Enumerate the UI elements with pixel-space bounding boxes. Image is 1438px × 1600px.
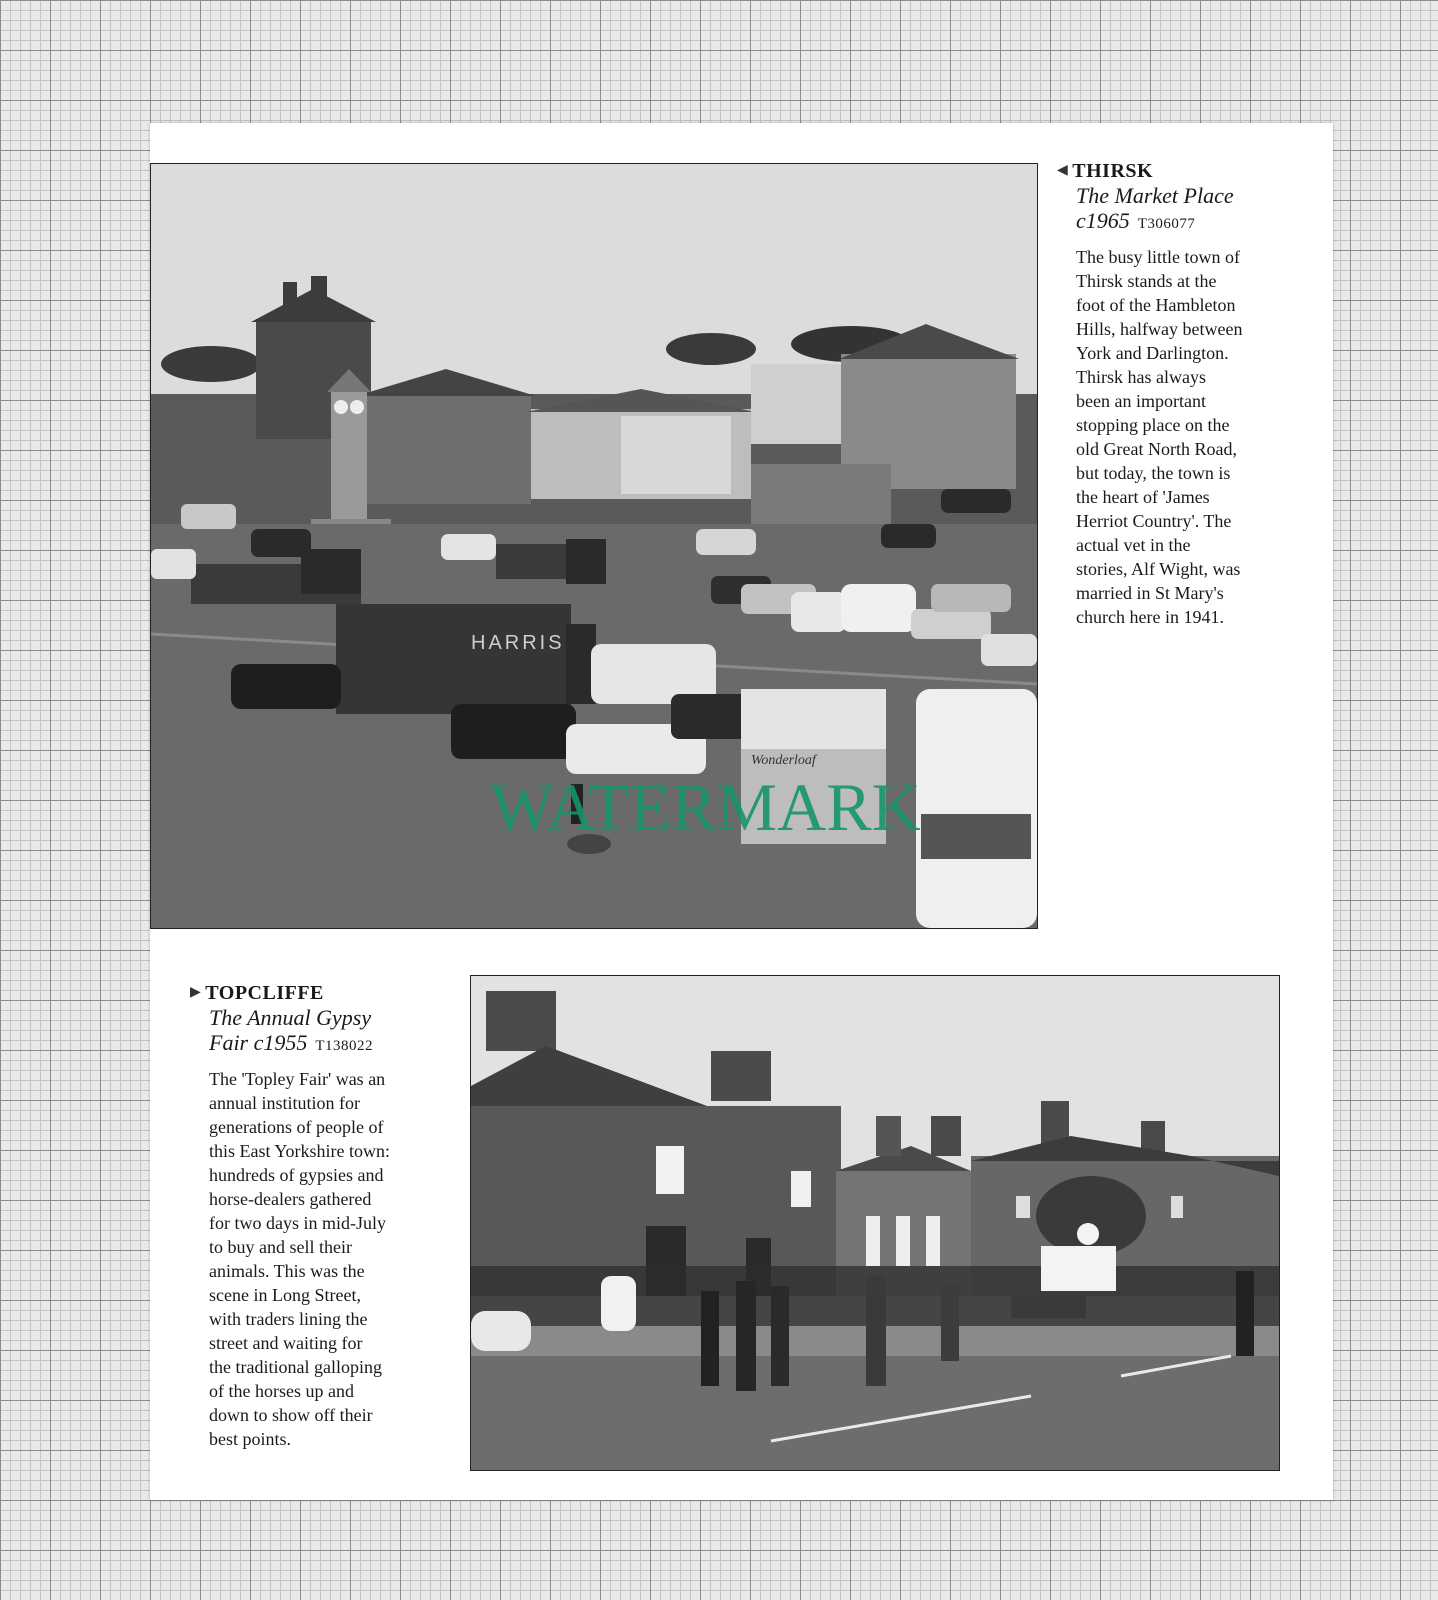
thirsk-caption-heading bbox=[1057, 159, 1272, 183]
topcliffe-fair-photo bbox=[470, 975, 1280, 1471]
topcliffe-body-line: the traditional galloping bbox=[209, 1357, 382, 1377]
thirsk-title: THIRSK bbox=[1072, 160, 1154, 182]
thirsk-body-line: married in St Mary's bbox=[1076, 583, 1224, 603]
topcliffe-body-line: hundreds of gypsies and bbox=[209, 1165, 384, 1185]
thirsk-body-line: The busy little town of bbox=[1076, 247, 1240, 267]
thirsk-body-line: Hills, halfway between bbox=[1076, 319, 1243, 339]
topcliffe-body-line: this East Yorkshire town: bbox=[209, 1141, 391, 1161]
topcliffe-body-line: horse-dealers gathered bbox=[209, 1189, 372, 1209]
topcliffe-caption-heading bbox=[190, 981, 430, 1005]
thirsk-subtitle-line1: The Market Place bbox=[1076, 183, 1234, 208]
topcliffe-body-line: of the horses up and bbox=[209, 1381, 354, 1401]
thirsk-body-line: stories, Alf Wight, was bbox=[1076, 559, 1241, 579]
topcliffe-body-line: with traders lining the bbox=[209, 1309, 368, 1329]
topcliffe-body-line: annual institution for bbox=[209, 1093, 360, 1113]
topcliffe-body-line: generations of people of bbox=[209, 1117, 384, 1137]
thirsk-body-line: but today, the town is bbox=[1076, 463, 1231, 483]
topcliffe-subtitle bbox=[209, 1005, 430, 1059]
topcliffe-body-line: street and waiting for bbox=[209, 1333, 363, 1353]
thirsk-body-line: York and Darlington. bbox=[1076, 343, 1229, 363]
topcliffe-date: Fair c1955 bbox=[209, 1030, 308, 1055]
topcliffe-body-line: down to show off their bbox=[209, 1405, 373, 1425]
thirsk-body-text bbox=[1076, 245, 1272, 629]
thirsk-subtitle-line2 bbox=[1076, 208, 1272, 237]
thirsk-body-line: church here in 1941. bbox=[1076, 607, 1224, 627]
topcliffe-body-text bbox=[209, 1067, 430, 1451]
thirsk-body-line: Thirsk stands at the bbox=[1076, 271, 1217, 291]
topcliffe-body-line: to buy and sell their bbox=[209, 1237, 352, 1257]
thirsk-body-line: stopping place on the bbox=[1076, 415, 1230, 435]
thirsk-body-line: Thirsk has always bbox=[1076, 367, 1206, 387]
topcliffe-title: TOPCLIFFE bbox=[205, 982, 324, 1004]
thirsk-body-line: foot of the Hambleton bbox=[1076, 295, 1236, 315]
thirsk-body-line: old Great North Road, bbox=[1076, 439, 1237, 459]
thirsk-body-line: actual vet in the bbox=[1076, 535, 1191, 555]
watermark-overlay: WATERMARK bbox=[490, 769, 921, 845]
topcliffe-body-line: best points. bbox=[209, 1429, 292, 1449]
thirsk-body-line: been an important bbox=[1076, 391, 1206, 411]
topcliffe-body-line: animals. This was the bbox=[209, 1261, 365, 1281]
topcliffe-subtitle-line2 bbox=[209, 1030, 430, 1059]
topcliffe-body-line: for two days in mid-July bbox=[209, 1213, 386, 1233]
thirsk-date: c1965 bbox=[1076, 208, 1130, 233]
thirsk-subtitle bbox=[1076, 183, 1272, 237]
topcliffe-body-line: The 'Topley Fair' was an bbox=[209, 1069, 386, 1089]
topcliffe-caption bbox=[190, 981, 430, 1451]
thirsk-caption bbox=[1057, 159, 1272, 629]
topcliffe-subtitle-line1: The Annual Gypsy bbox=[209, 1005, 372, 1030]
left-pointer-icon: ◀ bbox=[1057, 163, 1069, 178]
thirsk-body-line: the heart of 'James bbox=[1076, 487, 1210, 507]
wonderloaf-lettering: Wonderloaf bbox=[751, 753, 816, 768]
topcliffe-photo-drawing bbox=[471, 976, 1279, 1470]
harris-van-lettering: HARRIS bbox=[471, 632, 565, 654]
thirsk-body-line: Herriot Country'. The bbox=[1076, 511, 1232, 531]
topcliffe-body-line: scene in Long Street, bbox=[209, 1285, 361, 1305]
right-pointer-icon: ▶ bbox=[190, 985, 202, 1000]
topcliffe-ref-number: T138022 bbox=[315, 1038, 374, 1054]
thirsk-ref-number: T306077 bbox=[1137, 216, 1196, 232]
